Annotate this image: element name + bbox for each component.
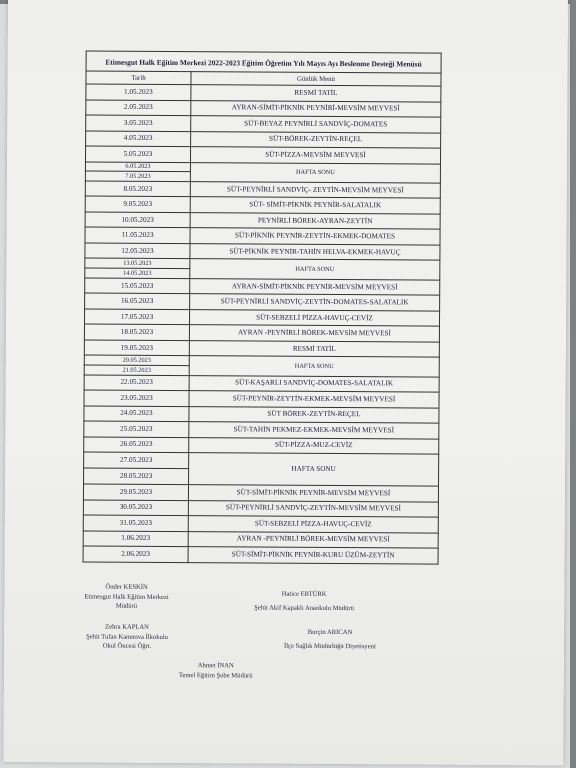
menu-cell: SÜT-TAHİN PEKMEZ-EKMEK-MEVSİM MEYVESİ (189, 422, 439, 439)
menu-cell: SÜT-KAŞARLI SANDVİÇ-DOMATES-SALATALIK (189, 375, 439, 392)
signatory-title: Müdürü (115, 602, 138, 610)
table-row (83, 546, 438, 564)
signatory-name: Önder KESKİN (105, 583, 148, 591)
signatory-name: Hatice ERTÜRK (281, 590, 327, 598)
date-cell: 17.05.2023 (84, 309, 189, 325)
menu-cell: HAFTA SONU (189, 356, 439, 377)
signatory-title: İlçe Sağlık Müdürlüğü Diyetisyeni (284, 642, 376, 650)
date-cell: 8.05.2023 (85, 181, 190, 197)
date-cell: 3.05.2023 (86, 115, 191, 131)
signature-zehra-kaplan (86, 622, 168, 651)
date-cell: 14.05.2023 (85, 268, 190, 278)
date-cell: 20.05.2023 (84, 355, 189, 365)
menu-cell: SÜT-SEBZELİ PİZZA-HAVUÇ-CEVİZ (188, 516, 438, 533)
signatory-title: Etimesgut Halk Eğitim Merkezi (84, 592, 169, 601)
menu-cell: HAFTA SONU (190, 162, 440, 183)
date-cell: 29.05.2023 (83, 484, 188, 500)
date-cell: 16.05.2023 (85, 293, 190, 309)
menu-cell: SÜT-BEYAZ PEYNİRLİ SANDVİÇ-DOMATES (191, 116, 441, 133)
date-cell: 28.05.2023 (84, 468, 189, 485)
menu-table (83, 70, 442, 564)
signatory-title: Temel Eğitim Şube Müdürü (178, 671, 253, 680)
date-cell: 11.05.2023 (85, 227, 190, 243)
menu-cell: SÜT-SİMİT-PİKNİK PEYNİR-MEVSİM MEYVESİ (188, 485, 438, 502)
signatory-title: Şehit Akif Kapaklı Anaokulu Müdürü (254, 604, 354, 612)
menu-cell: SÜT-PEYNİRLİ SANDVİÇ- ZEYTİN-MEVSİM MEYVESİ (190, 181, 440, 198)
date-cell: 2.05.2023 (86, 99, 191, 115)
date-cell: 19.05.2023 (84, 340, 189, 356)
date-cell: 15.05.2023 (85, 278, 190, 294)
date-cell: 23.05.2023 (84, 390, 189, 406)
date-cell: 1.06.2023 (83, 531, 188, 547)
menu-cell: SÜT-PİZZA-MEVSİM MEYVESİ (190, 147, 440, 164)
signatory-name: Ahmet İNAN (197, 662, 234, 670)
date-cell: 1.05.2023 (86, 84, 191, 100)
signature-ahmet-inan (179, 661, 253, 680)
menu-cell: PEYNİRLİ BÖREK-AYRAN-ZEYTİN (190, 212, 440, 229)
menu-cell: SÜT-PEYNİRLİ SANDVİÇ-ZEYTİN-MEVSİM MEYVESİ (188, 500, 438, 517)
date-cell: 9.05.2023 (85, 196, 190, 212)
menu-cell: SÜT-SİMİT-PİKNİK PEYNİR-KURU ÜZÜM-ZEYTİN (188, 547, 438, 564)
menu-column-header: Günlük Menü (191, 72, 441, 87)
menu-cell: SÜT-PİKNİK PEYNİR-TAHİN HELVA-EKMEK-HAVUÇ (190, 243, 440, 260)
document-page (3, 0, 568, 765)
menu-cell: AYRAN-SİMİT-PİKNİK PEYNİRİ-MEVSİM MEYVESİ (191, 100, 441, 117)
date-cell: 2.06.2023 (83, 546, 188, 562)
date-cell: 21.05.2023 (84, 365, 189, 375)
date-cell: 24.05.2023 (84, 406, 189, 422)
signatory-name: Zehra KAPLAN (105, 623, 149, 631)
menu-cell: SÜT-PEYNİR-ZEYTİN-EKMEK-MEVSİM MEYVESİ (189, 391, 439, 408)
date-cell: 7.05.2023 (85, 171, 190, 181)
menu-cell: AYRAN-SİMİT-PİKNİK PEYNİR-MEVSİM MEYVESİ (190, 278, 440, 295)
menu-cell: SÜT-BÖREK-ZEYTİN-REÇEL (191, 131, 441, 148)
date-cell: 13.05.2023 (85, 258, 190, 268)
menu-cell: HAFTA SONU (190, 259, 440, 280)
menu-cell: SÜT-PİKNİK PEYNİR-ZEYTİN-EKMEK-DOMATES (190, 228, 440, 245)
menu-cell: SÜT-SEBZELİ PİZZA-HAVUÇ-CEVİZ (189, 309, 439, 326)
menu-cell: AYRAN -PEYNİRLİ BÖREK-MEVSİM MEYVESİ (189, 325, 439, 342)
date-cell: 30.05.2023 (83, 500, 188, 516)
date-cell: 10.05.2023 (85, 212, 190, 228)
menu-cell: RESMİ TATİL (191, 85, 441, 102)
menu-cell: SÜT-PEYNİRLİ SANDVİÇ-ZEYTİN-DOMATES-SALATALIK (190, 294, 440, 311)
signature-hatice-erturk (254, 590, 354, 614)
menu-title: Etimesgut Halk Eğitim Merkezi 2022-2023 Eğitim Öğretim Yılı Mayıs Ayı Beslenme Desteği Menüsü (86, 50, 442, 73)
date-cell: 27.05.2023 (84, 452, 189, 469)
menu-cell: RESMİ TATİL (189, 340, 439, 357)
date-column-header: Tarih (86, 71, 191, 85)
date-cell: 12.05.2023 (85, 243, 190, 259)
menu-cell: SÜT BÖREK-ZEYTİN-REÇEL (189, 406, 439, 423)
signature-onder-keskin (84, 582, 169, 611)
menu-cell: HAFTA SONU (189, 453, 439, 487)
signatory-name: Burçin ARICAN (307, 628, 353, 637)
date-cell: 22.05.2023 (84, 375, 189, 391)
menu-cell: AYRAN -PEYNİRLİ BÖREK-MEVSİM MEYVESİ (188, 531, 438, 548)
date-cell: 31.05.2023 (83, 515, 188, 531)
menu-cell: SÜT- SİMİT-PİKNİK PEYNİR-SALATALIK (190, 197, 440, 214)
date-cell: 25.05.2023 (84, 421, 189, 437)
date-cell: 4.05.2023 (86, 130, 191, 146)
signatory-title: Şehit Tufan Kamnova İlkokulu (86, 632, 168, 641)
date-cell: 18.05.2023 (84, 324, 189, 340)
menu-cell: SÜT-PİZZA-MUZ-CEVİZ (189, 437, 439, 454)
date-cell: 5.05.2023 (85, 146, 190, 162)
date-cell: 6.05.2023 (85, 161, 190, 171)
date-cell: 26.05.2023 (84, 437, 189, 453)
signature-burcin-arican (284, 628, 376, 652)
signatory-title: Okul Öncesi Öğrt. (102, 642, 152, 650)
